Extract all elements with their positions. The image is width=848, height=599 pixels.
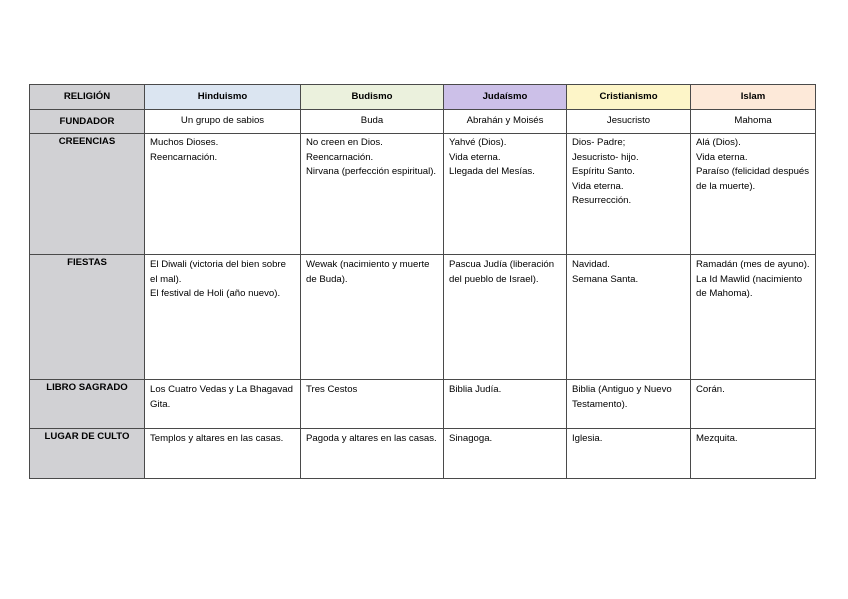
cell-line: Wewak (nacimiento y muerte de Buda). [306,259,430,285]
fiestas-cell [567,255,691,380]
fundador-cell: Jesucristo [567,110,691,134]
fiestas-cell [691,255,816,380]
lugar-cell: Templos y altares en las casas. [145,429,301,479]
creencias-cell [567,134,691,255]
cell-line: Reencarnación. [306,151,374,163]
cell-line: Vida eterna. [696,151,748,163]
religion-header-budismo: Budismo [301,85,444,110]
libro-cell: Los Cuatro Vedas y La Bhagavad Gita. [145,380,301,429]
fundador-cell: Buda [301,110,444,134]
cell-line: Reencarnación. [150,151,218,163]
religions-table [29,84,816,479]
row-label-creencias: CREENCIAS [30,134,145,255]
lugar-cell: Mezquita. [691,429,816,479]
lugar-cell: Pagoda y altares en las casas. [301,429,444,479]
libro-sagrado-row [30,380,816,429]
libro-cell: Corán. [691,380,816,429]
cell-line: Alá (Dios). [696,137,741,148]
row-label-lugar-de-culto: LUGAR DE CULTO [30,429,145,479]
creencias-cell [301,134,444,255]
cell-line: Resurrección. [572,195,632,207]
fundador-cell: Mahoma [691,110,816,134]
creencias-cell [691,134,816,255]
row-label-libro-sagrado: LIBRO SAGRADO [30,380,145,429]
fiestas-cell [145,255,301,380]
cell-line: Yahvé (Dios). [449,137,507,148]
lugar-cell: Sinagoga. [444,429,567,479]
libro-cell: Biblia Judía. [444,380,567,429]
lugar-cell: Iglesia. [567,429,691,479]
cell-line: Jesucristo- hijo. [572,151,639,163]
fundador-cell: Un grupo de sabios [145,110,301,134]
creencias-cell [145,134,301,255]
cell-line: Paraíso (felicidad después de la muerte). [696,166,810,192]
cell-line: Navidad. [572,259,610,270]
cell-line: Vida eterna. [572,180,624,192]
row-label-fiestas: FIESTAS [30,255,145,380]
creencias-cell [444,134,567,255]
religion-header-hinduismo: Hinduismo [145,85,301,110]
libro-cell: Tres Cestos [301,380,444,429]
fundador-cell: Abrahán y Moisés [444,110,567,134]
religion-header-islam: Islam [691,85,816,110]
corner-header: RELIGIÓN [30,85,145,110]
cell-line: La Id Mawlid (nacimiento de Mahoma). [696,273,803,300]
cell-line: Muchos Dioses. [150,137,219,148]
cell-line: El festival de Holi (año nuevo). [150,288,281,300]
cell-line: Dios- Padre; [572,137,626,148]
fiestas-cell [301,255,444,380]
row-label-fundador: FUNDADOR [30,110,145,134]
cell-line: Nirvana (perfección espiritual). [306,166,437,178]
lugar-de-culto-row [30,429,816,479]
cell-line: Ramadán (mes de ayuno). [696,259,810,270]
religion-header-judaismo: Judaísmo [444,85,567,110]
libro-cell: Biblia (Antiguo y Nuevo Testamento). [567,380,691,429]
cell-line: Semana Santa. [572,273,639,285]
cell-line: El Diwali (victoria del bien sobre el mal). [150,259,286,285]
religion-header-cristianismo: Cristianismo [567,85,691,110]
creencias-row [30,134,816,255]
cell-line: Pascua Judía (liberación del pueblo de Israel). [449,259,555,285]
fiestas-row [30,255,816,380]
cell-line: Espíritu Santo. [572,166,635,178]
cell-line: No creen en Dios. [306,137,383,148]
header-row [30,85,816,110]
cell-line: Llegada del Mesías. [449,166,535,178]
cell-line: Vida eterna. [449,151,501,163]
fundador-row [30,110,816,134]
fiestas-cell [444,255,567,380]
